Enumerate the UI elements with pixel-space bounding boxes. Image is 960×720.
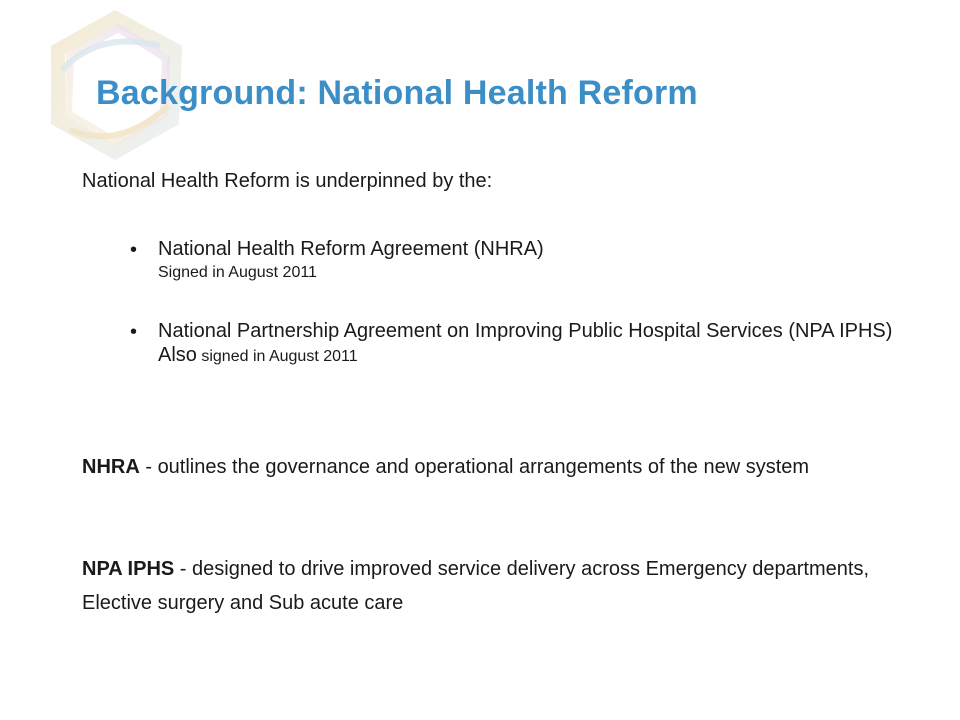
npa-term: NPA IPHS [82,558,175,580]
npa-paragraph [82,552,882,620]
bullet-item [130,236,910,284]
slide-title: Background: National Health Reform [96,74,698,112]
bullet-dot-icon: • [130,321,138,343]
bullet-sub-rest: signed in August 2011 [196,348,358,365]
bullet-sub-lead: Also [158,344,197,366]
bullet-subtext: Signed in August 2011 [158,264,317,281]
bullet-subtext [158,344,910,368]
nhra-paragraph [82,450,882,484]
bullet-title: National Health Reform Agreement (NHRA) [158,238,544,260]
npa-separator: - [174,558,193,580]
bullet-item [130,318,910,368]
nhra-term: NHRA [82,456,140,478]
bullet-list [130,236,910,402]
nhra-text: outlines the governance and operational arrangements of the new system [157,456,810,478]
nhra-separator: - [139,456,158,478]
npa-text: designed to drive improved service delivery across Emergency departments, Elective surgery and Sub acute care [82,558,870,614]
bullet-title: National Partnership Agreement on Improving Public Hospital Services (NPA IPHS) [158,320,893,342]
bullet-dot-icon: • [130,239,138,261]
intro-text: National Health Reform is underpinned by the: [82,170,493,192]
